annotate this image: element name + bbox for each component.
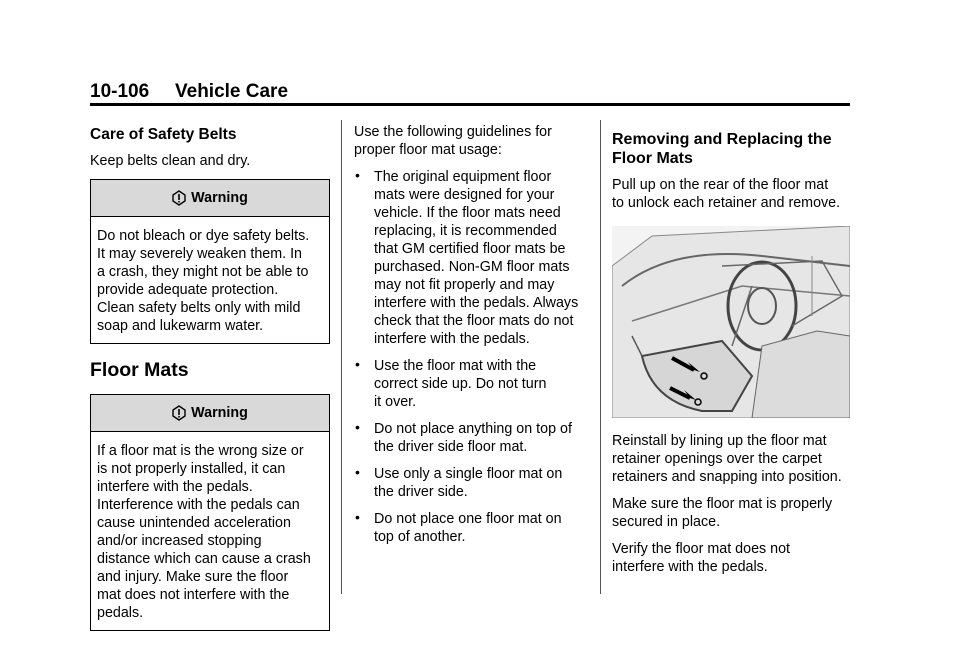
text-line: correct side up. Do not turn — [374, 376, 547, 392]
page-number: 10-106 — [90, 81, 150, 102]
text-line: that GM certified floor mats be — [374, 241, 566, 257]
warning-label: Warning — [191, 190, 248, 206]
column-divider — [341, 120, 342, 594]
text-line: Do not place anything on top of — [374, 421, 572, 437]
text-line: purchased. Non-GM floor mats — [374, 259, 570, 275]
text-line: Do not place one floor mat on — [374, 511, 562, 527]
warning-line: Do not bleach or dye safety belts. — [97, 228, 310, 244]
column-2 — [354, 120, 590, 555]
text-line: mats were designed for your — [374, 187, 555, 203]
warning-line: It may severely weaken them. In — [97, 246, 303, 262]
text-line: interfere with the pedals. Always — [374, 295, 579, 311]
warning-line: cause unintended acceleration — [97, 515, 291, 531]
warning-line: Interference with the pedals can — [97, 497, 300, 513]
bullet-icon: • — [355, 509, 360, 525]
warning-label: Warning — [191, 405, 248, 421]
text-line: Reinstall by lining up the floor mat — [612, 433, 827, 449]
list-item — [354, 465, 590, 501]
text-line: interfere with the pedals. — [374, 331, 530, 347]
warning-line: pedals. — [97, 605, 144, 621]
text-line: retainers and snapping into position. — [612, 469, 842, 485]
header-rule — [90, 103, 850, 106]
text-line: top of another. — [374, 529, 466, 545]
paragraph — [612, 540, 852, 576]
text-line: Use the floor mat with the — [374, 358, 537, 374]
section-title: Vehicle Care — [175, 81, 289, 102]
intro-text: Keep belts clean and dry. — [90, 153, 251, 169]
list-item — [354, 510, 590, 546]
text-line: secured in place. — [612, 514, 721, 530]
column-divider — [600, 120, 601, 594]
section-heading — [612, 130, 852, 168]
warning-header — [91, 395, 329, 432]
warning-icon — [172, 405, 186, 421]
warning-icon — [172, 190, 186, 206]
text-line: Use the following guidelines for — [354, 124, 552, 140]
text-line: interfere with the pedals. — [612, 559, 768, 575]
heading-line: Removing and Replacing the — [612, 131, 832, 148]
text-line: it over. — [374, 394, 417, 410]
text-line: proper floor mat usage: — [354, 142, 502, 158]
list-item — [354, 420, 590, 456]
text-line: vehicle. If the floor mats need — [374, 205, 561, 221]
text-line: the driver side floor mat. — [374, 439, 528, 455]
bullet-icon: • — [355, 167, 360, 183]
warning-line: soap and lukewarm water. — [97, 318, 264, 334]
warning-line: distance which can cause a crash — [97, 551, 311, 567]
text-line: replacing, it is recommended — [374, 223, 557, 239]
text-line: retainer openings over the carpet — [612, 451, 822, 467]
warning-line: If a floor mat is the wrong size or — [97, 443, 304, 459]
warning-line: a crash, they might not be able to — [97, 264, 309, 280]
text-line: Pull up on the rear of the floor mat — [612, 177, 829, 193]
warning-line: and injury. Make sure the floor — [97, 569, 289, 585]
warning-line: mat does not interfere with the — [97, 587, 290, 603]
paragraph — [612, 176, 852, 212]
section-heading: Care of Safety Belts — [90, 126, 237, 143]
warning-box — [90, 179, 330, 344]
floor-mats-heading: Floor Mats — [90, 359, 189, 381]
bullet-icon: • — [355, 464, 360, 480]
warning-box — [90, 394, 330, 631]
car-interior-floor-mat-illustration — [612, 226, 850, 418]
warning-line: and/or increased stopping — [97, 533, 262, 549]
paragraph — [612, 432, 852, 486]
warning-line: is not properly installed, it can — [97, 461, 286, 477]
guidelines-intro — [354, 123, 590, 159]
text-line: The original equipment floor — [374, 169, 552, 185]
bullet-icon: • — [355, 356, 360, 372]
column-1 — [90, 120, 330, 631]
text-line: the driver side. — [374, 484, 468, 500]
warning-line: Clean safety belts only with mild — [97, 300, 301, 316]
warning-line: interfere with the pedals. — [97, 479, 253, 495]
warning-body — [91, 432, 329, 630]
text-line: Make sure the floor mat is properly — [612, 496, 833, 512]
paragraph — [612, 495, 852, 531]
list-item — [354, 168, 590, 348]
warning-line: provide adequate protection. — [97, 282, 279, 298]
heading-line: Floor Mats — [612, 150, 693, 167]
warning-body — [91, 217, 329, 343]
text-line: check that the floor mats do not — [374, 313, 574, 329]
bullet-icon: • — [355, 419, 360, 435]
text-line: Use only a single floor mat on — [374, 466, 563, 482]
column-3 — [612, 120, 852, 585]
warning-header — [91, 180, 329, 217]
text-line: to unlock each retainer and remove. — [612, 195, 841, 211]
guidelines-list — [354, 168, 590, 546]
text-line: Verify the floor mat does not — [612, 541, 791, 557]
text-line: may not fit properly and may — [374, 277, 555, 293]
list-item — [354, 357, 590, 411]
page-header — [90, 80, 850, 104]
